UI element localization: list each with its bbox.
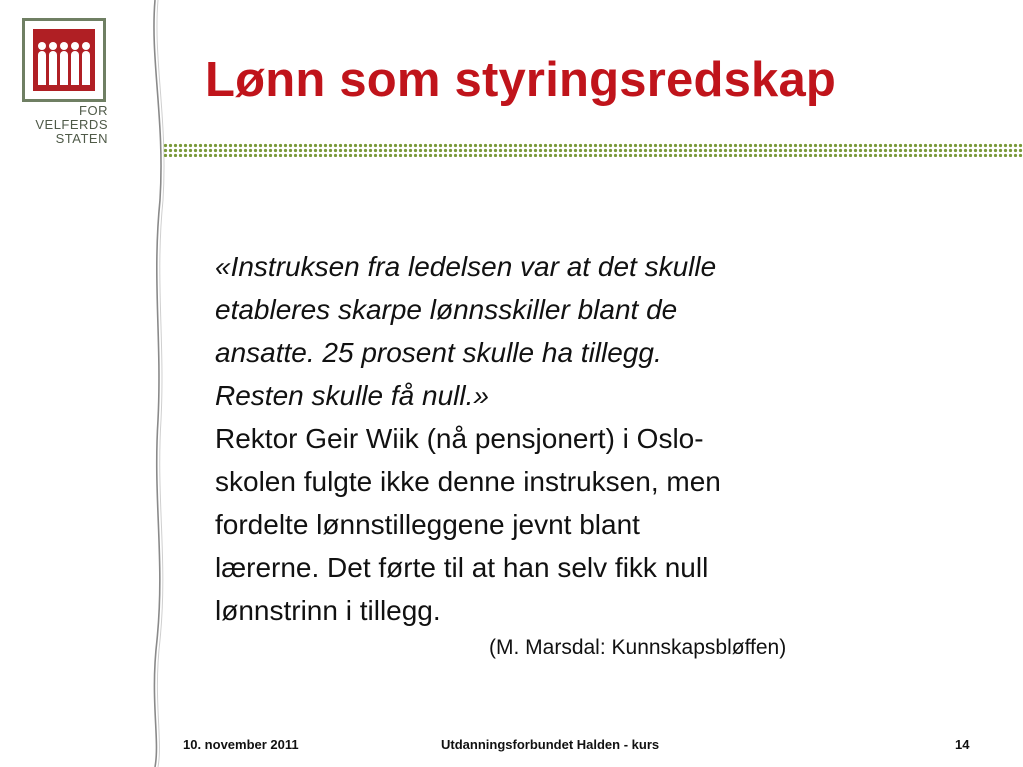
quote-line: Resten skulle få null.» (215, 380, 489, 411)
slide-body (215, 245, 885, 632)
logo (22, 18, 112, 146)
logo-frame (22, 18, 106, 102)
dotted-separator (163, 143, 1023, 157)
logo-text-line: STATEN (55, 131, 108, 146)
logo-text-line: VELFERDS (35, 117, 108, 132)
logo-text-line: FOR (79, 103, 108, 118)
page-number: 14 (955, 737, 970, 752)
body-line: lærerne. Det førte til at han selv fikk null (215, 552, 709, 583)
slide-title: Lønn som styringsredskap (205, 53, 837, 107)
footer-center: Utdanningsforbundet Halden - kurs (441, 737, 660, 752)
footer-date: 10. november 2011 (183, 737, 299, 752)
quote-line: ansatte. 25 prosent skulle ha tillegg. (215, 337, 662, 368)
people-icon (33, 29, 95, 91)
body-line: lønnstrinn i tillegg. (215, 595, 441, 626)
citation: (M. Marsdal: Kunnskapsbløffen) (489, 636, 787, 659)
body-line: fordelte lønnstilleggene jevnt blant (215, 509, 640, 540)
body-line: Rektor Geir Wiik (nå pensjonert) i Oslo- (215, 423, 704, 454)
quote-line: etableres skarpe lønnsskiller blant de (215, 294, 678, 325)
quote-line: «Instruksen fra ledelsen var at det skulle (215, 251, 717, 282)
body-line: skolen fulgte ikke denne instruksen, men (215, 466, 721, 497)
quote-block (215, 245, 885, 417)
body-paragraph (215, 417, 885, 632)
logo-text (22, 104, 108, 146)
